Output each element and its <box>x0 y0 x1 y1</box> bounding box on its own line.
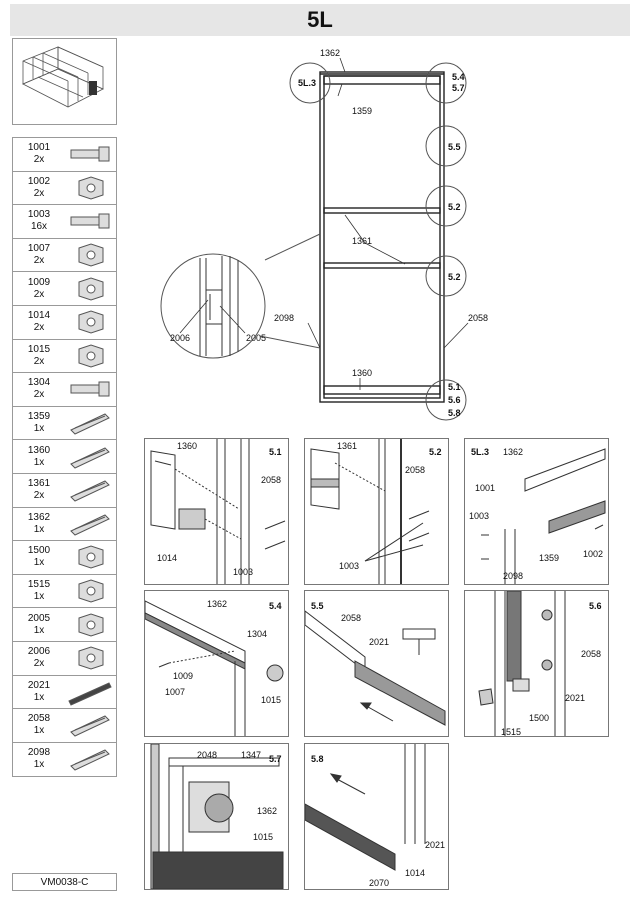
part-qty: 1x <box>33 557 45 569</box>
part-code: 1014 <box>27 310 51 322</box>
part-code: 2021 <box>27 679 51 691</box>
callout-5-4: 5.4 <box>452 72 465 82</box>
part-qty: 1x <box>33 759 45 771</box>
connector-icon <box>65 643 115 673</box>
detail-5-1-step: 5.1 <box>269 447 282 457</box>
detail-5-1 <box>144 438 289 585</box>
part-row <box>13 608 116 642</box>
part-code: 1360 <box>27 444 51 456</box>
callout-5-2-a: 5.2 <box>448 202 461 212</box>
part-row <box>13 373 116 407</box>
detail-5L-3-label-5: 1002 <box>583 549 604 559</box>
detail-5L-3-label-1: 1001 <box>475 483 496 493</box>
part-qty: 2x <box>33 658 45 670</box>
rail-icon <box>65 610 115 640</box>
profile-icon <box>65 710 115 740</box>
part-row <box>13 474 116 508</box>
part-code: 1003 <box>27 209 51 221</box>
label-1360: 1360 <box>352 368 373 378</box>
detail-5L-3-step: 5L.3 <box>471 447 490 457</box>
detail-5-8-step: 5.8 <box>311 754 324 764</box>
part-row <box>13 709 116 743</box>
detail-5-1-label-0: 1360 <box>177 441 198 451</box>
part-row <box>13 239 116 273</box>
detail-5-5-label-0: 2058 <box>341 613 362 623</box>
square-nut-icon <box>65 576 115 606</box>
label-2005: 2005 <box>246 333 267 343</box>
part-code: 1002 <box>27 175 51 187</box>
detail-5-5-label-1: 2021 <box>369 637 390 647</box>
part-code: 1515 <box>27 579 51 591</box>
part-code: 1001 <box>27 142 51 154</box>
detail-5-7-label-3: 1015 <box>253 832 274 842</box>
part-code: 2006 <box>27 646 51 658</box>
part-row <box>13 575 116 609</box>
detail-5-1-label-1: 2058 <box>261 475 282 485</box>
detail-5L-3-label-3: 1359 <box>539 553 560 563</box>
detail-5-2-label-1: 2058 <box>405 465 426 475</box>
detail-5-1-label-3: 1003 <box>233 567 254 577</box>
detail-5-2 <box>304 438 449 585</box>
detail-5-6-label-0: 2058 <box>581 649 602 659</box>
detail-5-5-step: 5.5 <box>311 601 324 611</box>
callout-5-2-b: 5.2 <box>448 272 461 282</box>
detail-5-4-label-4: 1015 <box>261 695 282 705</box>
part-code: 2005 <box>27 612 51 624</box>
serrated-washer-icon <box>65 274 115 304</box>
part-row <box>13 138 116 172</box>
part-row <box>13 306 116 340</box>
part-row <box>13 407 116 441</box>
part-qty: 1x <box>33 456 45 468</box>
detail-5-4-label-1: 1304 <box>247 629 268 639</box>
detail-5-2-label-2: 1003 <box>339 561 360 571</box>
callout-5-5: 5.5 <box>448 142 461 152</box>
part-qty: 1x <box>33 591 45 603</box>
profile-icon <box>65 744 115 774</box>
detail-5-4-label-0: 1362 <box>207 599 228 609</box>
detail-5-2-label-0: 1361 <box>337 441 358 451</box>
bracket-icon <box>65 307 115 337</box>
part-row <box>13 205 116 239</box>
detail-5-4-label-2: 1009 <box>173 671 194 681</box>
part-code: 1500 <box>27 545 51 557</box>
greenhouse-thumbnail <box>12 38 117 125</box>
part-code: 1007 <box>27 243 51 255</box>
part-qty: 2x <box>33 490 45 502</box>
detail-5-5 <box>304 590 449 737</box>
document-code-text: VM0038-C <box>40 876 89 888</box>
profile-icon <box>65 509 115 539</box>
part-row <box>13 340 116 374</box>
parts-list <box>12 137 117 777</box>
part-row <box>13 642 116 676</box>
detail-5-7-label-1: 1347 <box>241 750 262 760</box>
callout-5-1: 5.1 <box>448 382 461 392</box>
page-header <box>10 4 630 36</box>
detail-5-4-label-3: 1007 <box>165 687 186 697</box>
bolt-icon <box>65 374 115 404</box>
detail-5-7-label-0: 2048 <box>197 750 218 760</box>
profile-icon <box>65 475 115 505</box>
part-code: 1362 <box>27 511 51 523</box>
part-code: 2058 <box>27 713 51 725</box>
part-qty: 16x <box>30 221 48 233</box>
document-code <box>12 873 117 891</box>
detail-5-4 <box>144 590 289 737</box>
part-qty: 2x <box>33 389 45 401</box>
label-2058: 2058 <box>468 313 489 323</box>
detail-5-1-label-2: 1014 <box>157 553 178 563</box>
detail-5-6-label-2: 1500 <box>529 713 550 723</box>
detail-5-8-label-1: 1014 <box>405 868 426 878</box>
detail-5-6-step: 5.6 <box>589 601 602 611</box>
washer-icon <box>65 240 115 270</box>
profile-icon <box>65 442 115 472</box>
part-qty: 1x <box>33 523 45 535</box>
detail-5L-3 <box>464 438 609 585</box>
detail-5-8 <box>304 743 449 890</box>
part-code: 1361 <box>27 478 51 490</box>
part-code: 1009 <box>27 276 51 288</box>
detail-5-7 <box>144 743 289 890</box>
part-qty: 2x <box>33 322 45 334</box>
parts-sidebar <box>12 38 117 777</box>
detail-5-7-label-2: 1362 <box>257 806 278 816</box>
part-qty: 1x <box>33 624 45 636</box>
part-qty: 2x <box>33 288 45 300</box>
part-row <box>13 676 116 710</box>
part-code: 1304 <box>27 377 51 389</box>
detail-5-6-label-3: 1515 <box>501 727 522 736</box>
detail-5L-3-label-2: 1003 <box>469 511 490 521</box>
label-2098: 2098 <box>274 313 295 323</box>
detail-5-6 <box>464 590 609 737</box>
part-qty: 1x <box>33 725 45 737</box>
part-qty: 2x <box>33 154 45 166</box>
screw-icon <box>65 206 115 236</box>
hex-bolt-icon <box>65 139 115 169</box>
profile-icon <box>65 408 115 438</box>
detail-5-4-step: 5.4 <box>269 601 282 611</box>
detail-5L-3-label-4: 2098 <box>503 571 524 581</box>
hex-nut-icon <box>65 173 115 203</box>
part-qty: 2x <box>33 187 45 199</box>
part-code: 2098 <box>27 747 51 759</box>
part-qty: 2x <box>33 355 45 367</box>
part-qty: 2x <box>33 255 45 267</box>
door-overview-diagram <box>120 38 635 433</box>
block-icon <box>65 542 115 572</box>
part-qty: 1x <box>33 691 45 703</box>
part-code: 1015 <box>27 343 51 355</box>
detail-5-8-label-2: 2070 <box>369 878 390 888</box>
detail-5-8-label-0: 2021 <box>425 840 446 850</box>
callout-5-7: 5.7 <box>452 83 465 93</box>
label-1361: 1361 <box>352 236 373 246</box>
part-row <box>13 272 116 306</box>
detail-5-2-step: 5.2 <box>429 447 442 457</box>
part-row <box>13 440 116 474</box>
label-1359: 1359 <box>352 106 373 116</box>
label-2006: 2006 <box>170 333 191 343</box>
part-row <box>13 541 116 575</box>
part-row <box>13 508 116 542</box>
label-1362: 1362 <box>320 48 341 58</box>
part-row <box>13 743 116 777</box>
part-qty: 1x <box>33 423 45 435</box>
detail-5L-3-label-0: 1362 <box>503 447 524 457</box>
wheel-icon <box>65 341 115 371</box>
detail-5-6-label-1: 2021 <box>565 693 586 703</box>
callout-5-6: 5.6 <box>448 395 461 405</box>
brush-strip-icon <box>65 677 115 707</box>
part-code: 1359 <box>27 411 51 423</box>
callout-5-8: 5.8 <box>448 408 461 418</box>
page-title: 5L <box>307 7 333 32</box>
callout-5L3: 5L.3 <box>298 78 317 88</box>
part-row <box>13 172 116 206</box>
detail-5-7-step: 5.7 <box>269 754 282 764</box>
